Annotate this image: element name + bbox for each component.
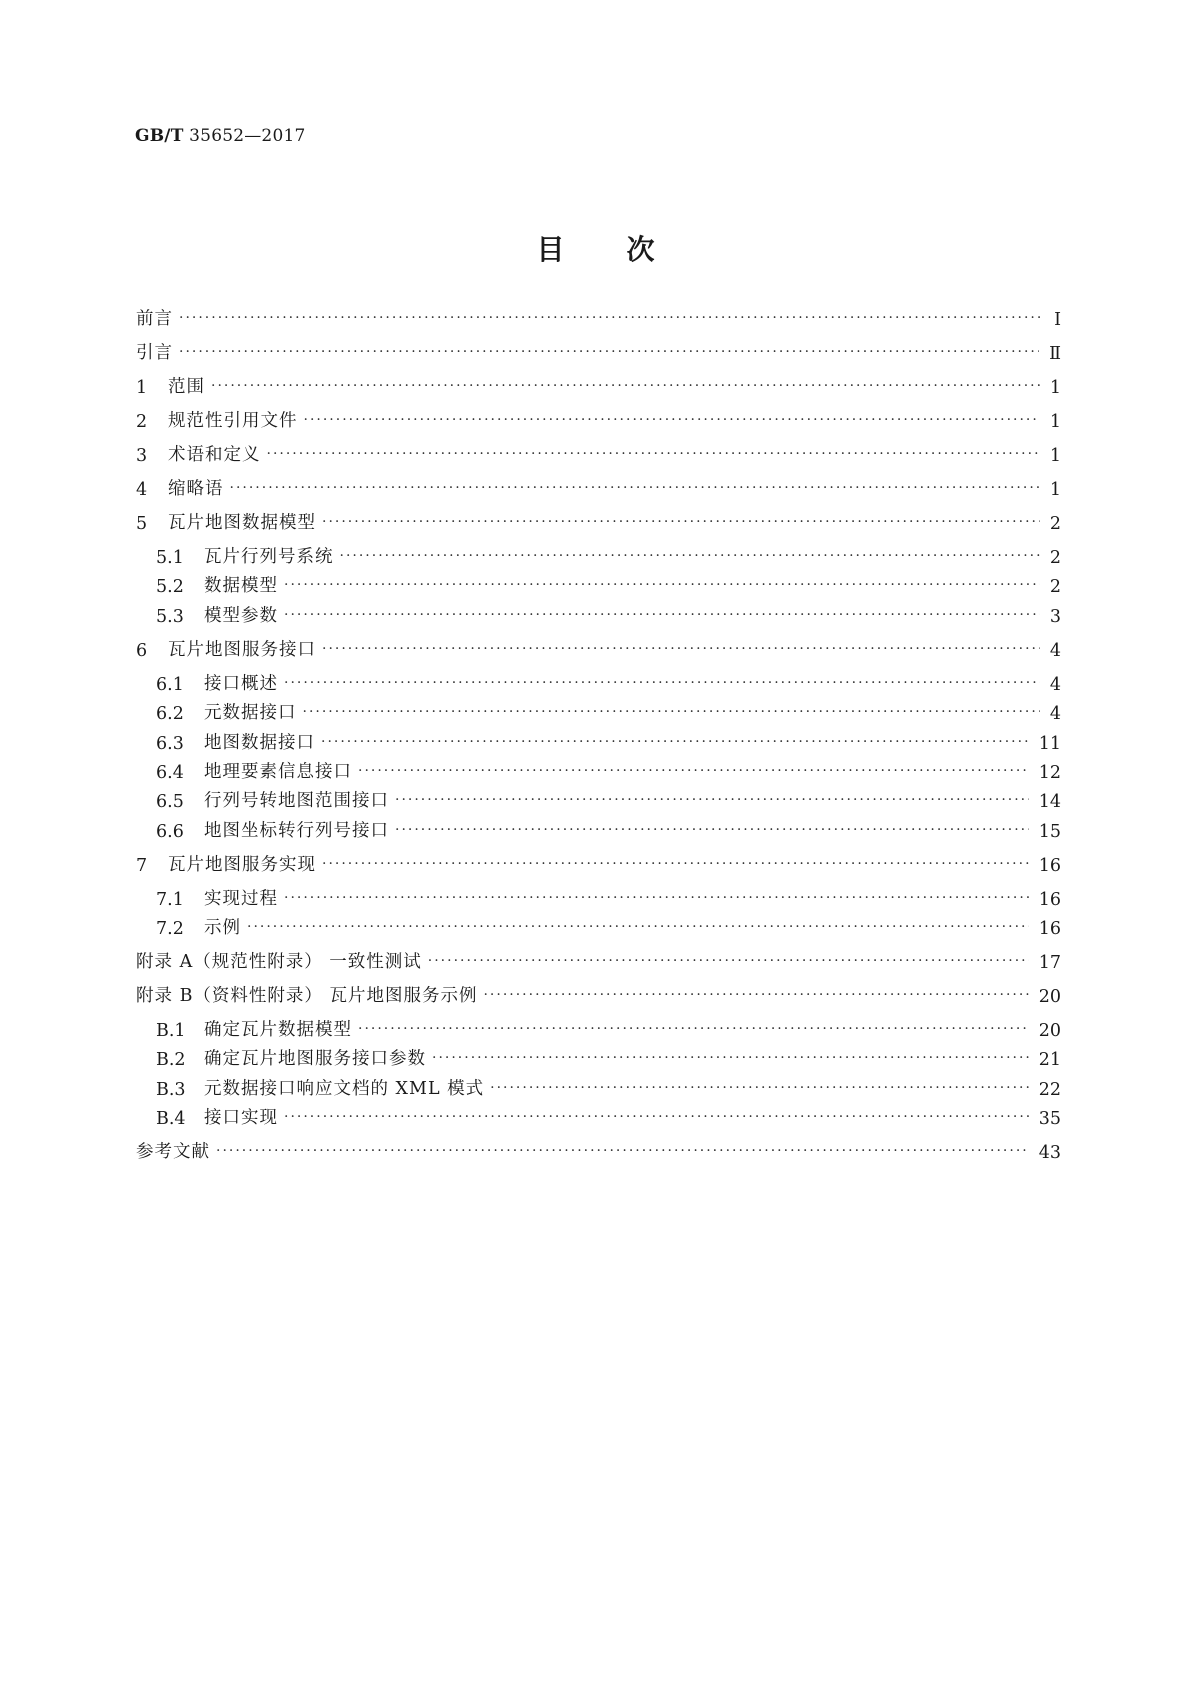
toc-entry	[136, 852, 1061, 876]
toc-entry-number: B.3	[156, 1080, 186, 1100]
toc-entry	[136, 949, 1061, 973]
toc-entry	[156, 671, 1061, 695]
toc-entry-label: 瓦片地图服务接口	[168, 640, 316, 660]
toc-entry-page: 4	[1049, 704, 1061, 724]
toc-entry	[156, 573, 1061, 597]
toc-dot-leader	[230, 482, 1040, 500]
toc-entry-page: 3	[1049, 607, 1061, 627]
toc-dot-leader	[284, 892, 1029, 910]
toc-entry-page: 17	[1038, 953, 1061, 973]
toc-entry-number: 1	[136, 378, 148, 398]
toc-dot-leader	[358, 1023, 1029, 1041]
toc-entry-page: 1	[1049, 446, 1061, 466]
toc-entry	[156, 603, 1061, 627]
toc-entry-number: 7.2	[156, 919, 184, 939]
toc-entry-page: 2	[1049, 577, 1061, 597]
toc-entry-number: 7	[136, 856, 148, 876]
toc-dot-leader	[211, 380, 1040, 398]
toc-entry	[136, 340, 1061, 364]
toc-entry-number: 6.3	[156, 734, 184, 754]
toc-entry-number: 2	[136, 412, 148, 432]
toc-entry-label: 接口实现	[204, 1108, 278, 1128]
toc-entry-page: 20	[1038, 1021, 1061, 1041]
toc-entry-page: 16	[1038, 919, 1061, 939]
toc-entry-label: 示例	[204, 918, 241, 938]
toc-entry-label: 附录 A（规范性附录） 一致性测试	[136, 952, 422, 972]
toc-entry-label: 地图坐标转行列号接口	[204, 821, 389, 841]
toc-entry-number: 6.1	[156, 675, 184, 695]
toc-dot-leader	[322, 643, 1040, 661]
toc-entry-number: 6	[136, 641, 148, 661]
toc-entry-number: 4	[136, 480, 148, 500]
toc-entry	[156, 1017, 1061, 1041]
toc-entry	[156, 788, 1061, 812]
title-char-left: 目	[536, 233, 565, 266]
toc-dot-leader	[322, 858, 1029, 876]
toc-entry-page: Ⅱ	[1049, 344, 1061, 364]
toc-dot-leader	[483, 989, 1028, 1007]
toc-entry-label: 元数据接口	[204, 703, 297, 723]
toc-entry	[156, 730, 1061, 754]
toc-entry-label: 范围	[168, 377, 205, 397]
toc-entry-number: 6.5	[156, 792, 184, 812]
toc-entry-number: B.1	[156, 1021, 186, 1041]
toc-entry-label: 缩略语	[168, 479, 224, 499]
toc-entry-number: 5	[136, 514, 148, 534]
toc-entry-page: Ⅰ	[1054, 310, 1061, 330]
toc-entry-label: 地图数据接口	[204, 733, 315, 753]
toc-dot-leader	[247, 921, 1029, 939]
toc-entry-label: 地理要素信息接口	[204, 762, 352, 782]
toc-dot-leader	[216, 1145, 1029, 1163]
toc-entry	[136, 306, 1061, 330]
toc-entry-number: 6.6	[156, 822, 184, 842]
toc-entry	[136, 637, 1061, 661]
toc-entry	[136, 374, 1061, 398]
toc-entry	[156, 759, 1061, 783]
toc-entry-label: 参考文献	[136, 1142, 210, 1162]
toc-entry	[156, 1105, 1061, 1129]
toc-entry-label: 术语和定义	[168, 445, 261, 465]
standard-number: 35652—2017	[189, 126, 306, 146]
toc-dot-leader	[303, 706, 1040, 724]
toc-entry-number: 5.2	[156, 577, 184, 597]
toc-entry-label: 前言	[136, 309, 173, 329]
toc-entry-number: 6.2	[156, 704, 184, 724]
toc-entry-page: 11	[1038, 734, 1061, 754]
toc-entry-label: 瓦片地图数据模型	[168, 513, 316, 533]
toc-dot-leader	[284, 677, 1040, 695]
toc-dot-leader	[284, 579, 1040, 597]
toc-entry-page: 16	[1038, 890, 1061, 910]
toc-entry-label: 瓦片地图服务实现	[168, 855, 316, 875]
toc-dot-leader	[432, 1052, 1029, 1070]
toc-entry-number: 7.1	[156, 890, 184, 910]
toc-dot-leader	[395, 794, 1029, 812]
toc-entry-label: 瓦片行列号系统	[204, 547, 334, 567]
toc-entry-label: 确定瓦片地图服务接口参数	[204, 1049, 426, 1069]
toc-dot-leader	[340, 550, 1040, 568]
toc-entry-label: 行列号转地图范围接口	[204, 791, 389, 811]
toc-entry-label: 数据模型	[204, 576, 278, 596]
toc-entry-label: 元数据接口响应文档的 XML 模式	[204, 1079, 485, 1099]
toc-entry-page: 1	[1049, 480, 1061, 500]
document-header	[135, 126, 306, 146]
toc-entry-page: 1	[1049, 412, 1061, 432]
toc-entry-page: 21	[1038, 1050, 1061, 1070]
toc-entry	[136, 442, 1061, 466]
toc-dot-leader	[284, 1111, 1029, 1129]
title-char-right: 次	[626, 233, 655, 266]
toc-entry	[136, 510, 1061, 534]
toc-entry	[136, 476, 1061, 500]
toc-entry-page: 2	[1049, 514, 1061, 534]
toc-entry	[156, 700, 1061, 724]
toc-entry-label: 规范性引用文件	[168, 411, 298, 431]
toc-entry-label: 实现过程	[204, 889, 278, 909]
toc-dot-leader	[428, 955, 1029, 973]
toc-dot-leader	[179, 312, 1041, 330]
toc-entry-page: 35	[1038, 1109, 1061, 1129]
toc-entry-number: 5.3	[156, 607, 184, 627]
toc-entry-page: 43	[1038, 1143, 1061, 1163]
toc-entry	[156, 818, 1061, 842]
toc-dot-leader	[304, 414, 1040, 432]
toc-dot-leader	[322, 516, 1040, 534]
toc-entry-label: 引言	[136, 343, 173, 363]
toc-dot-leader	[395, 824, 1029, 842]
toc-entry-label: 附录 B（资料性附录） 瓦片地图服务示例	[136, 986, 478, 1006]
toc-entry-page: 4	[1049, 641, 1061, 661]
toc-entry-number: B.2	[156, 1050, 186, 1070]
toc-dot-leader	[490, 1082, 1029, 1100]
toc-entry-label: 确定瓦片数据模型	[204, 1020, 352, 1040]
toc-entry-page: 20	[1038, 987, 1061, 1007]
toc-entry	[136, 983, 1061, 1007]
toc-entry-page: 14	[1038, 792, 1061, 812]
toc-dot-leader	[179, 346, 1039, 364]
toc-entry	[156, 1046, 1061, 1070]
page-title	[0, 228, 1191, 268]
toc-entry	[156, 915, 1061, 939]
toc-dot-leader	[284, 609, 1040, 627]
toc-dot-leader	[321, 736, 1029, 754]
toc-entry-label: 模型参数	[204, 606, 278, 626]
toc-entry-page: 22	[1038, 1080, 1061, 1100]
toc-entry-page: 2	[1049, 548, 1061, 568]
toc-entry-label: 接口概述	[204, 674, 278, 694]
toc-entry-page: 16	[1038, 856, 1061, 876]
toc-dot-leader	[267, 448, 1040, 466]
toc-entry-number: 3	[136, 446, 148, 466]
toc-entry-page: 1	[1049, 378, 1061, 398]
toc-entry	[136, 1139, 1061, 1163]
toc-dot-leader	[358, 765, 1029, 783]
toc-entry	[136, 408, 1061, 432]
toc-entry	[156, 1076, 1061, 1100]
toc-entry-page: 12	[1038, 763, 1061, 783]
toc-entry	[156, 544, 1061, 568]
toc-entry	[156, 886, 1061, 910]
toc-entry-page: 15	[1038, 822, 1061, 842]
toc-entry-number: 6.4	[156, 763, 184, 783]
toc-entry-page: 4	[1049, 675, 1061, 695]
toc-entry-number: 5.1	[156, 548, 184, 568]
standard-code: GB/T	[135, 126, 184, 146]
toc-entry-number: B.4	[156, 1109, 186, 1129]
